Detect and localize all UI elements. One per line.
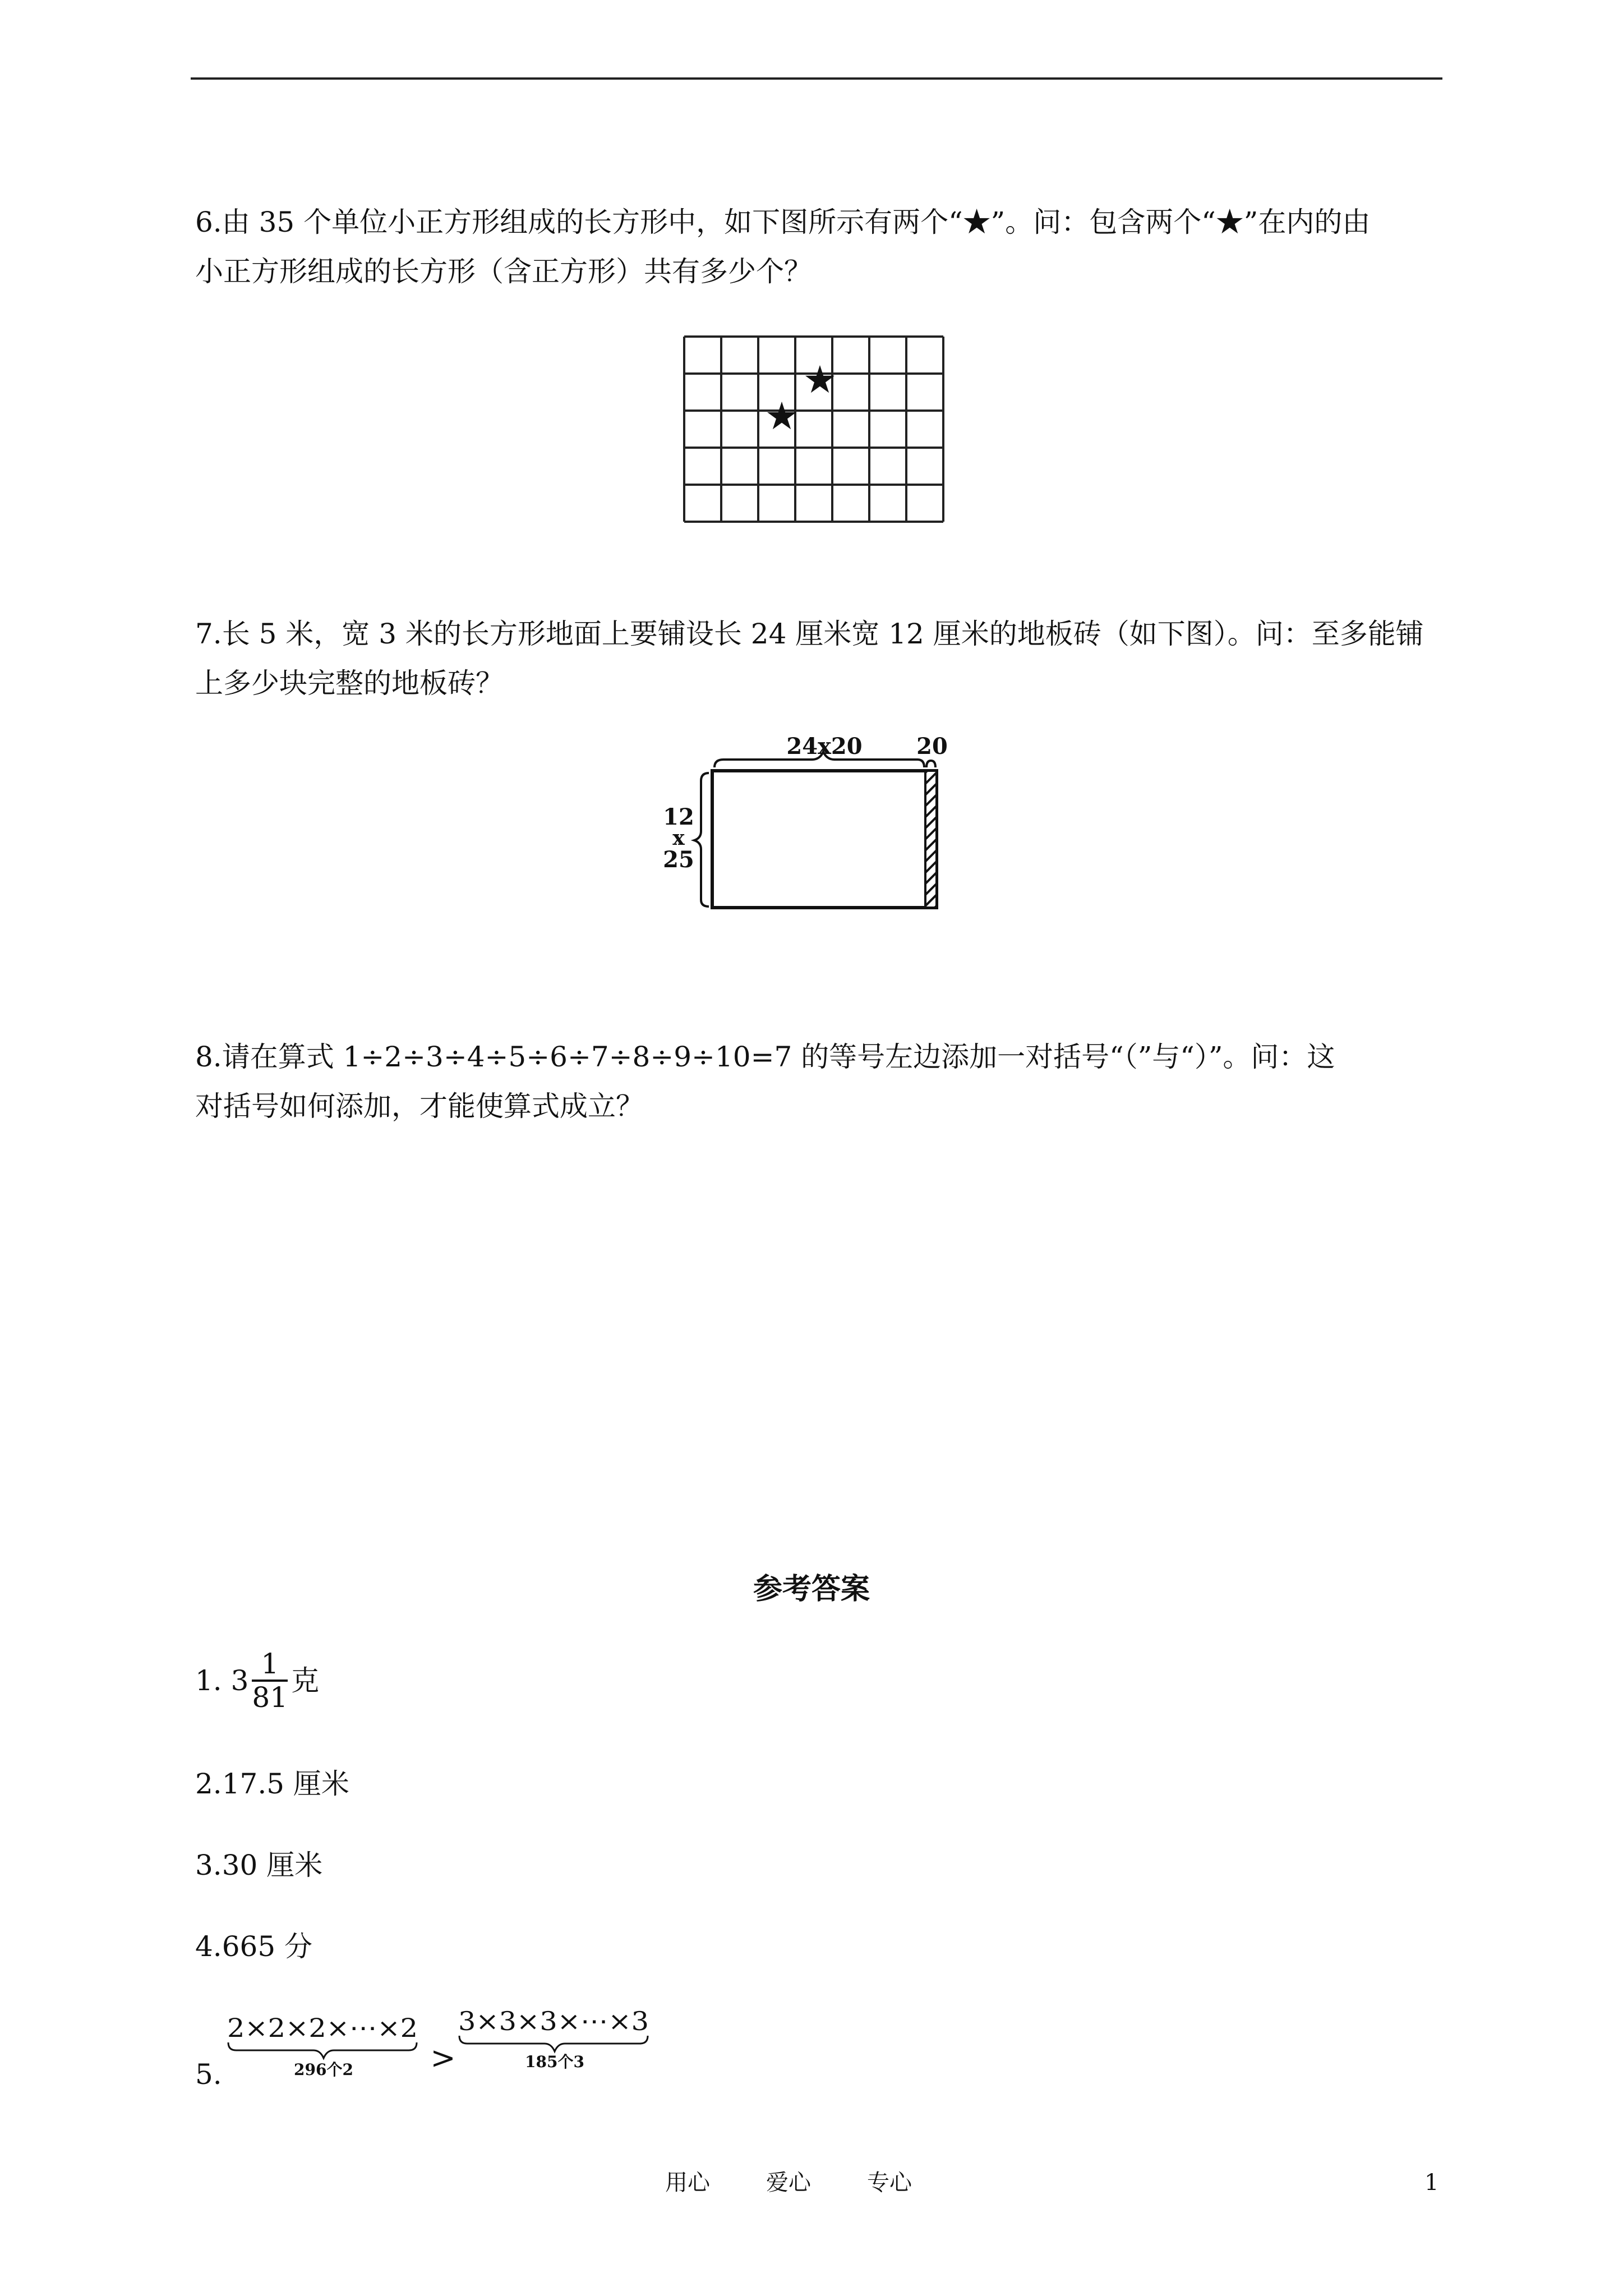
star-mark-2: ★: [764, 394, 799, 439]
answer-4: 4.665 分: [195, 1930, 313, 1963]
top-dimension-label: 24x20: [786, 735, 863, 760]
left-brace: [694, 773, 709, 907]
answer-5-expression: [222, 2005, 659, 2095]
question-8-line-1: 8.请在算式 1÷2÷3÷4÷5÷6÷7÷8÷9÷10=7 的等号左边添加一对括号“（”与“）”。问：这: [195, 1041, 1335, 1073]
answer-5-right-brace: [459, 2036, 648, 2051]
answer-1-denominator: 81: [252, 1681, 288, 1714]
question-8-line-2: 对括号如何添加，才能使算式成立？: [195, 1090, 644, 1122]
footer-item-1: 用心: [665, 2170, 710, 2196]
floor-tile-figure: [662, 735, 976, 920]
answer-5-right-sub: 185个3: [525, 2053, 584, 2071]
footer-item-2: 爱心: [766, 2170, 811, 2196]
answer-5-left-sub: 296个2: [294, 2060, 353, 2079]
left-dimension-bot: 25: [663, 846, 694, 873]
answer-5-left-expr: 2×2×2×⋯×2: [227, 2013, 418, 2043]
floor-rectangle: [712, 771, 937, 908]
question-6: [195, 197, 1440, 296]
question-7-line-1: 7.长 5 米，宽 3 米的长方形地面上要铺设长 24 厘米宽 12 厘米的地板砖（如下图）。问：至多能铺: [195, 618, 1424, 650]
header-rule: [191, 77, 1442, 80]
question-7-line-2: 上多少块完整的地板砖？: [195, 667, 504, 700]
left-dimension-top: 12: [663, 804, 694, 830]
answer-5-operator: >: [430, 2040, 456, 2076]
question-6-line-1: 6.由 35 个单位小正方形组成的长方形中，如下图所示有两个“★”。问：包含两个“★”在内的由: [195, 206, 1371, 238]
hatched-strip: [925, 771, 937, 908]
answer-5-prefix: 5.: [195, 2058, 222, 2091]
answer-1-unit: 克: [291, 1664, 320, 1697]
star-grid-figure: [673, 325, 965, 527]
left-dimension-mid: x: [672, 826, 685, 850]
answer-1: [195, 1648, 319, 1713]
top-right-brace: [926, 761, 935, 767]
right-dimension-label: 20: [916, 735, 948, 760]
answer-5-left-brace: [228, 2042, 417, 2058]
answer-1-prefix: 1. 3: [195, 1664, 249, 1697]
page-number: 1: [1424, 2170, 1439, 2196]
answers-title: 参考答案: [753, 1572, 870, 1606]
answer-3: 3.30 厘米: [195, 1849, 323, 1881]
question-7: [195, 609, 1440, 708]
question-8: [195, 1032, 1440, 1131]
question-6-line-2: 小正方形组成的长方形（含正方形）共有多少个？: [195, 255, 812, 288]
answer-1-numerator: 1: [252, 1648, 288, 1682]
answer-5-right-expr: 3×3×3×⋯×3: [458, 2006, 649, 2036]
answer-1-fraction: [252, 1648, 288, 1713]
answer-2: 2.17.5 厘米: [195, 1768, 349, 1800]
footer-item-3: 专心: [867, 2170, 912, 2196]
star-mark-1: ★: [803, 358, 837, 402]
